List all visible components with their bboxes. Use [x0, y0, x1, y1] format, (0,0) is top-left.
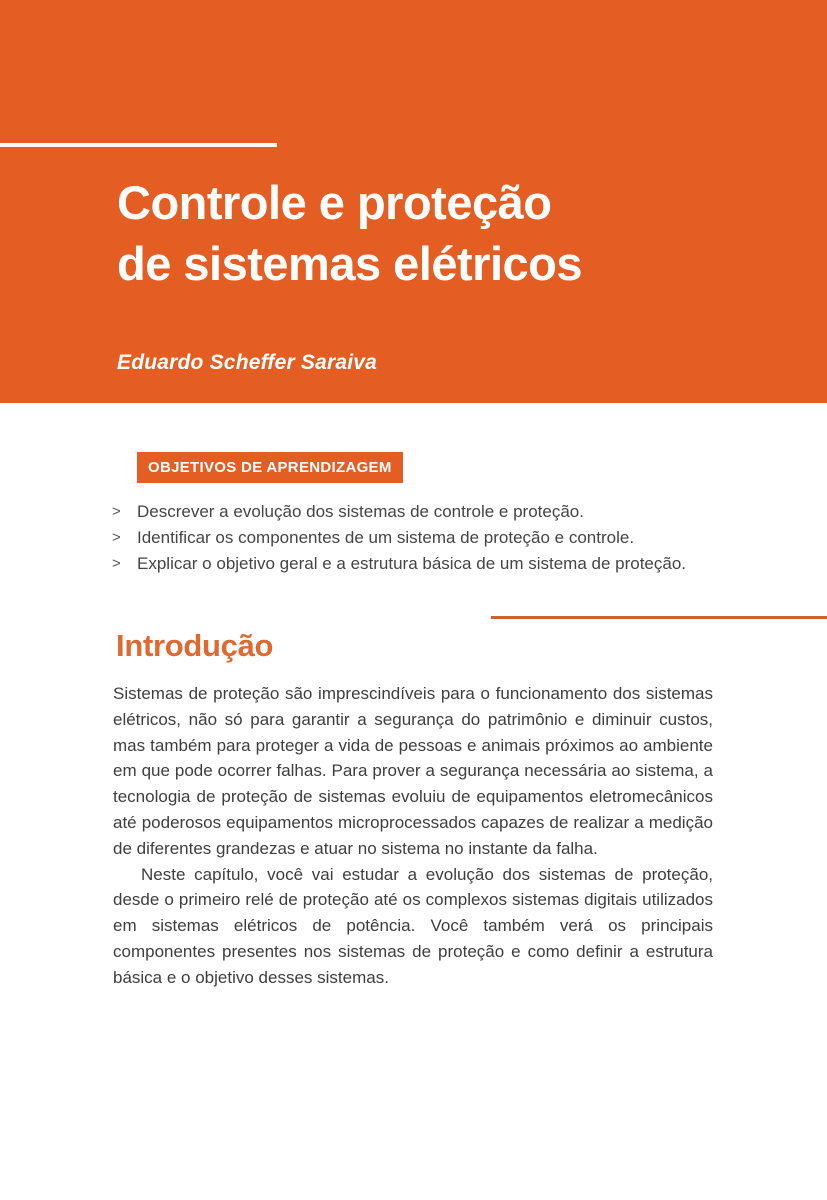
objective-item [112, 525, 727, 551]
intro-section-heading: Introdução [116, 628, 274, 663]
bullet-chevron-icon: > [112, 529, 121, 546]
section-divider-line [491, 616, 827, 619]
objective-item [112, 551, 727, 577]
intro-body-text [113, 681, 713, 991]
objective-text: Explicar o objetivo geral e a estrutura básica de um sistema de proteção. [137, 554, 687, 573]
objective-text: Descrever a evolução dos sistemas de controle e proteção. [137, 502, 584, 521]
chapter-title [117, 172, 777, 294]
bullet-chevron-icon: > [112, 503, 121, 520]
objectives-list [112, 499, 727, 577]
chapter-author: Eduardo Scheffer Saraiva [117, 351, 378, 374]
chapter-title-line-1: Controle e proteção [117, 176, 552, 229]
intro-paragraph-1: Sistemas de proteção são imprescindíveis para o funcionamento dos sistemas elétricos, não só para garantir a segurança do patrimônio e diminuir custos, mas também para proteger a vida de pessoas e animais próximos ao ambiente em que pode ocorrer falhas. Para prover a segurança necessária ao sistema, a tecnologia de proteção de sistemas evoluiu de equipamentos eletromecânicos até poderosos equipamentos microprocessados capazes de realizar a medição de diferentes grandezas e atuar no sistema no instante da falha. [113, 684, 713, 858]
hero-divider-line [0, 143, 277, 147]
hero-banner [0, 0, 827, 403]
bullet-chevron-icon: > [112, 555, 121, 572]
intro-paragraph-2: Neste capítulo, você vai estudar a evolução dos sistemas de proteção, desde o primeiro relé de proteção até os complexos sistemas digitais utilizados em sistemas elétricos de potência. Você também verá os principais componentes presentes nos sistemas de proteção e como definir a estrutura básica e o objetivo desses sistemas. [113, 864, 713, 987]
objective-item [112, 499, 727, 525]
objectives-badge: OBJETIVOS DE APRENDIZAGEM [137, 452, 403, 483]
objective-text: Identificar os componentes de um sistema de proteção e controle. [137, 528, 635, 547]
chapter-title-line-2: de sistemas elétricos [117, 237, 582, 290]
